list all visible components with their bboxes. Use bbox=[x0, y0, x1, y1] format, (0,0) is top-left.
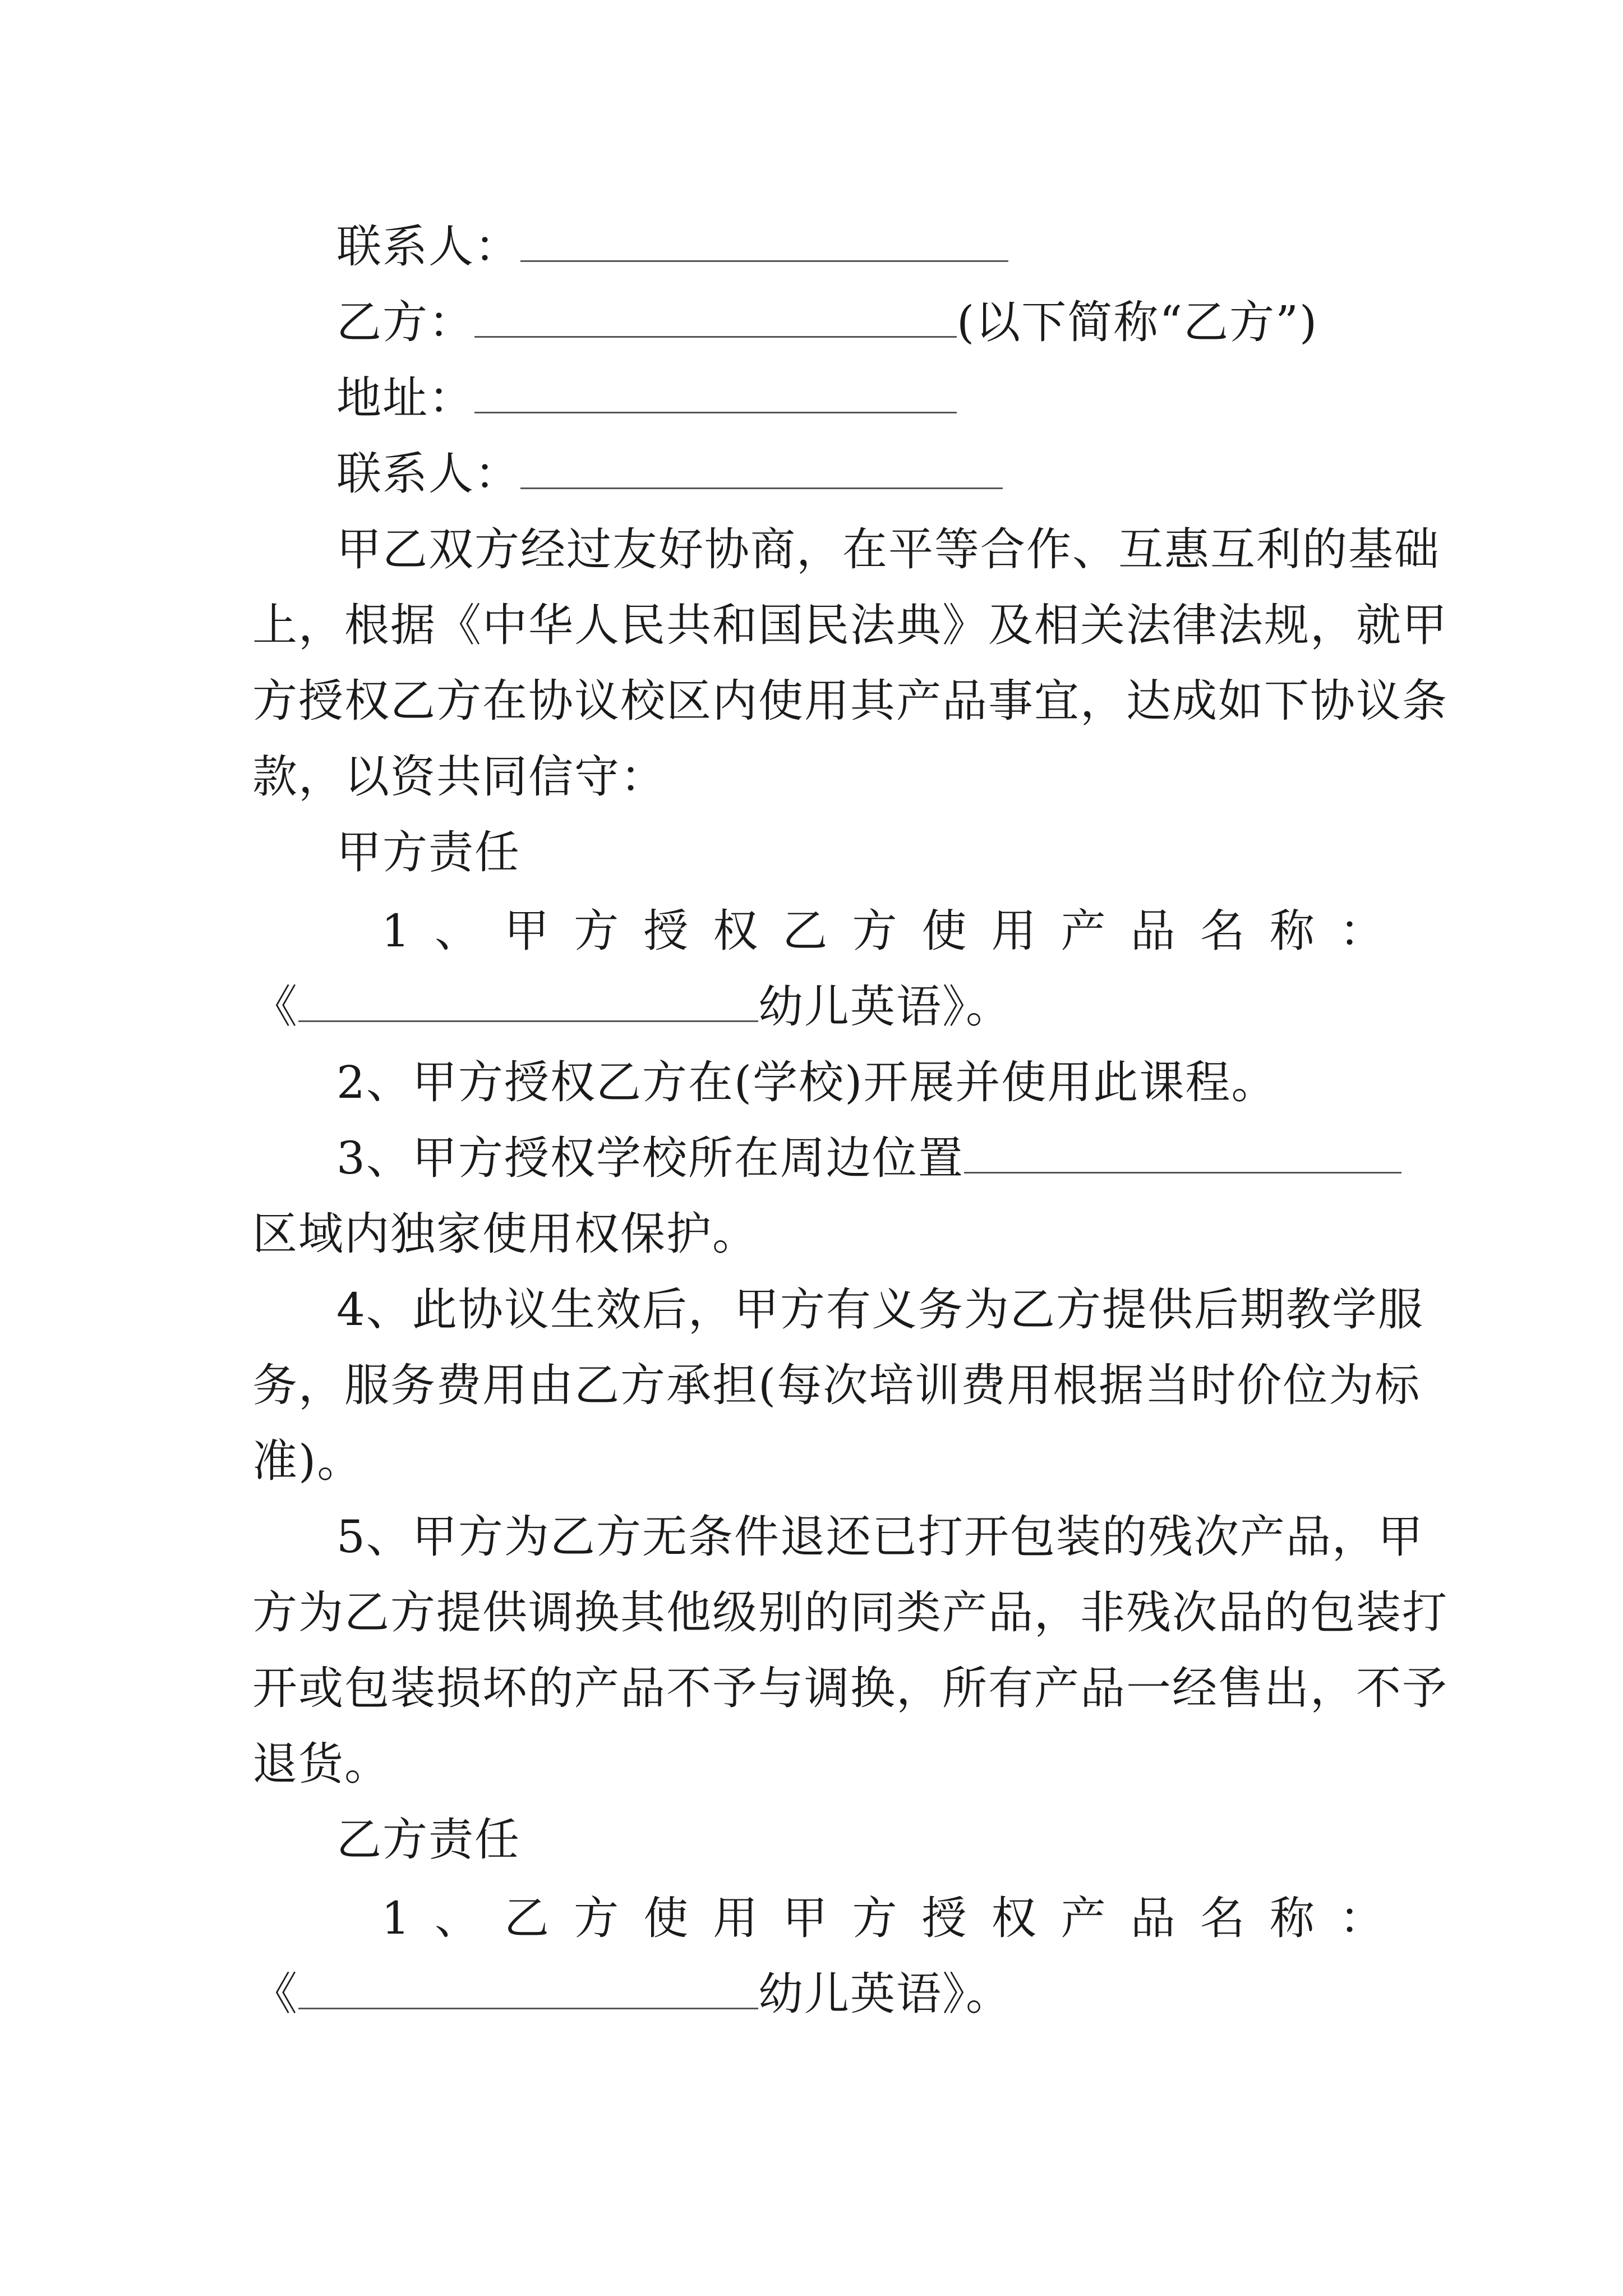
party-a-item4-line2: 务，服务费用由乙方承担(每次培训费用根据当时价位为标 bbox=[252, 1359, 1421, 1411]
preamble-line-3: 方授权乙方在协议校区内使用其产品事宜，达成如下协议条 bbox=[252, 675, 1448, 727]
party-b-blank[interactable] bbox=[474, 296, 957, 338]
party-a-heading: 甲方责任 bbox=[336, 826, 520, 878]
book-open-mark: 《 bbox=[252, 981, 298, 1033]
product-name-blank[interactable] bbox=[298, 980, 758, 1022]
item3-text: 3、甲方授权学校所在周边位置 bbox=[336, 1132, 964, 1184]
preamble-line-4: 款，以资共同信守： bbox=[252, 751, 666, 803]
contact-label-2: 联系人： bbox=[336, 448, 520, 500]
party-a-item5-line3: 开或包装损坏的产品不予与调换，所有产品一经售出，不予 bbox=[252, 1662, 1448, 1714]
preamble-line-2: 上，根据《中华人民共和国民法典》及相关法律法规，就甲 bbox=[252, 599, 1448, 651]
book-open-mark-b: 《 bbox=[252, 1968, 298, 2020]
area-blank[interactable] bbox=[964, 1131, 1401, 1174]
party-b-heading: 乙方责任 bbox=[336, 1814, 520, 1866]
contact-line-2 bbox=[336, 435, 1385, 513]
product-name-blank-b[interactable] bbox=[298, 1967, 758, 2009]
party-a-item5-line4: 退货。 bbox=[252, 1738, 390, 1790]
party-a-item4-line1: 4、此协议生效后，甲方有义务为乙方提供后期教学服 bbox=[336, 1283, 1424, 1336]
party-a-item3-line2: 区域内独家使用权保护。 bbox=[252, 1208, 758, 1260]
party-a-item5-line2: 方为乙方提供调换其他级别的同类产品，非残次品的包装打 bbox=[252, 1586, 1448, 1639]
address-label: 地址： bbox=[336, 372, 474, 424]
party-a-item1-line1: 1、甲方授权乙方使用产品名称： bbox=[381, 905, 1385, 957]
product-suffix-b: 幼儿英语》。 bbox=[758, 1968, 1012, 2020]
party-a-item1-line2 bbox=[252, 968, 1385, 1046]
product-suffix: 幼儿英语》。 bbox=[758, 981, 1012, 1033]
contact-line-1 bbox=[336, 208, 1385, 286]
party-a-item4-line3: 准)。 bbox=[252, 1435, 363, 1487]
party-b-line bbox=[336, 283, 1385, 362]
address-blank[interactable] bbox=[474, 371, 957, 413]
party-b-label: 乙方： bbox=[336, 296, 474, 348]
contact-blank[interactable] bbox=[520, 220, 1008, 262]
address-line bbox=[336, 359, 1385, 438]
contact-blank-2[interactable] bbox=[520, 447, 1003, 489]
party-b-item1-line2 bbox=[252, 1955, 1385, 2033]
party-a-item2: 2、甲方授权乙方在(学校)开展并使用此课程。 bbox=[336, 1056, 1278, 1108]
party-b-suffix: (以下简称“乙方”) bbox=[957, 296, 1318, 348]
preamble-line-1: 甲乙双方经过友好协商，在平等合作、互惠互利的基础 bbox=[336, 523, 1440, 576]
contact-label: 联系人： bbox=[336, 220, 520, 273]
party-b-item1-line1: 1、乙方使用甲方授权产品名称： bbox=[381, 1892, 1385, 1944]
party-a-item5-line1: 5、甲方为乙方无条件退还已打开包装的残次产品，甲 bbox=[336, 1511, 1424, 1563]
party-a-item3-line1 bbox=[336, 1119, 1385, 1198]
